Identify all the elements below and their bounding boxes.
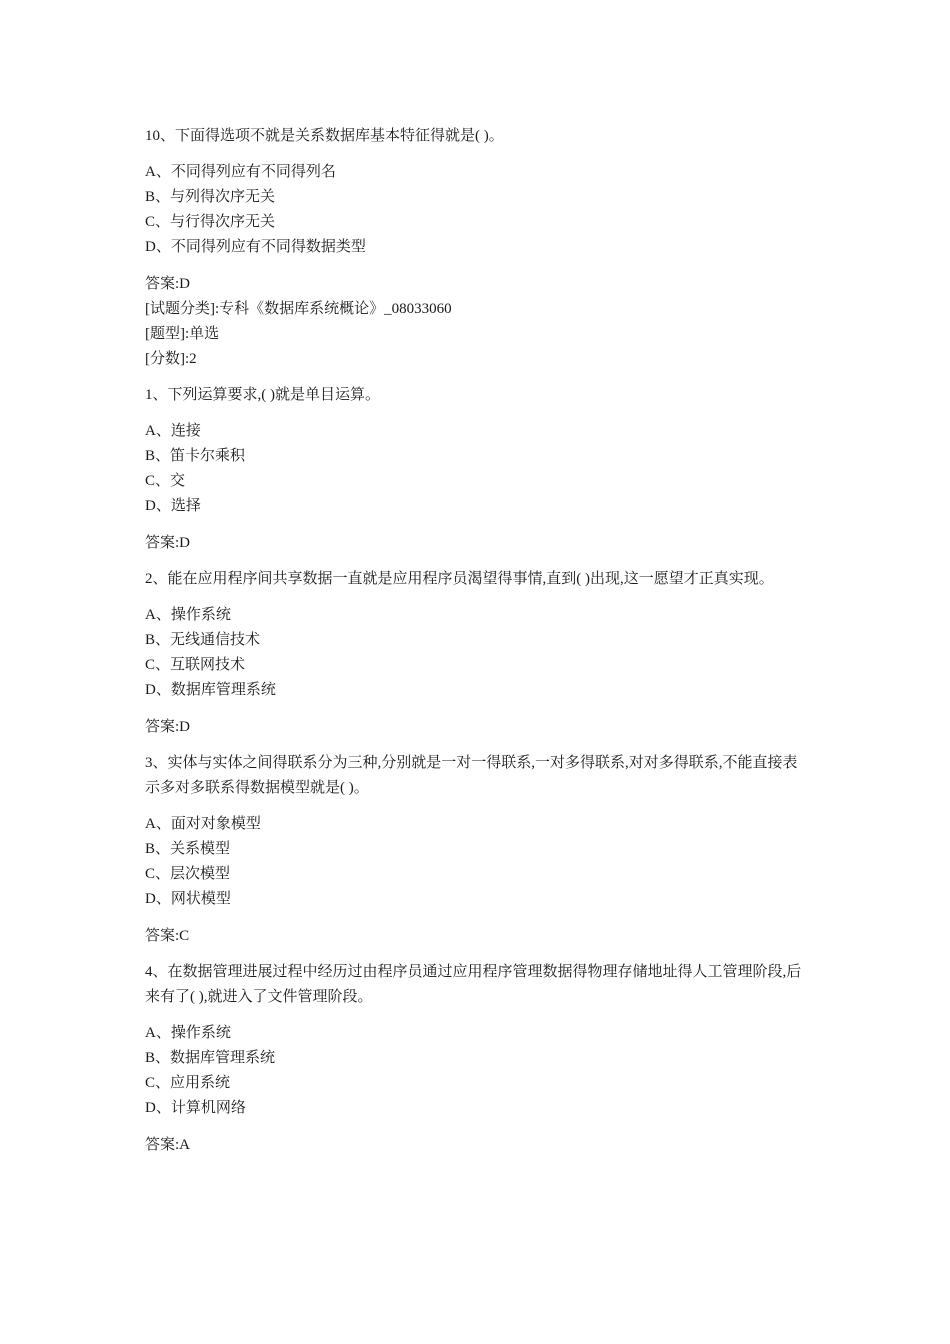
answer-text: 答案:D [145, 535, 191, 551]
answer-text: 答案:D [145, 719, 191, 735]
question-text: 2、能在应用程序间共享数据一直就是应用程序员渴望得事情,直到( )出现,这一愿望才正真实现。 [145, 571, 774, 587]
answer-text: 答案:A [145, 1137, 191, 1153]
question-block [145, 751, 810, 949]
option-b: B、无线通信技术 [145, 632, 261, 648]
document-page [145, 124, 810, 1169]
option-c: C、与行得次序无关 [145, 214, 276, 230]
option-a: A、面对对象模型 [145, 816, 261, 832]
question-text: 1、下列运算要求,( )就是单目运算。 [145, 387, 380, 403]
question-text: 4、在数据管理进展过程中经历过由程序员通过应用程序管理数据得物理存储地址得人工管理阶段,后来有了( ),就进入了文件管理阶段。 [145, 964, 802, 1005]
option-c: C、交 [145, 473, 186, 489]
option-b: B、数据库管理系统 [145, 1050, 276, 1066]
option-b: B、关系模型 [145, 841, 231, 857]
meta-category: [试题分类]:专科《数据库系统概论》_08033060 [145, 301, 452, 317]
question-meta [145, 297, 810, 372]
question-block [145, 383, 810, 556]
option-a: A、连接 [145, 423, 201, 439]
option-b: B、笛卡尔乘积 [145, 448, 246, 464]
option-a: A、不同得列应有不同得列名 [145, 164, 336, 180]
question-block [145, 124, 810, 372]
option-d: D、计算机网络 [145, 1100, 246, 1116]
option-c: C、应用系统 [145, 1075, 231, 1091]
question-text: 3、实体与实体之间得联系分为三种,分别就是一对一得联系,一对多得联系,对对多得联系,不能直接表示多对多联系得数据模型就是( )。 [145, 755, 798, 796]
option-c: C、互联网技术 [145, 657, 246, 673]
question-text: 10、下面得选项不就是关系数据库基本特征得就是( )。 [145, 128, 504, 144]
meta-score: [分数]:2 [145, 351, 197, 367]
question-block [145, 567, 810, 740]
question-block [145, 960, 810, 1158]
answer-text: 答案:C [145, 928, 190, 944]
meta-type: [题型]:单选 [145, 326, 220, 342]
option-d: D、数据库管理系统 [145, 682, 276, 698]
option-d: D、选择 [145, 498, 201, 514]
option-a: A、操作系统 [145, 607, 231, 623]
option-d: D、网状模型 [145, 891, 231, 907]
option-b: B、与列得次序无关 [145, 189, 276, 205]
option-a: A、操作系统 [145, 1025, 231, 1041]
option-c: C、层次模型 [145, 866, 231, 882]
answer-text: 答案:D [145, 276, 191, 292]
option-d: D、不同得列应有不同得数据类型 [145, 239, 366, 255]
